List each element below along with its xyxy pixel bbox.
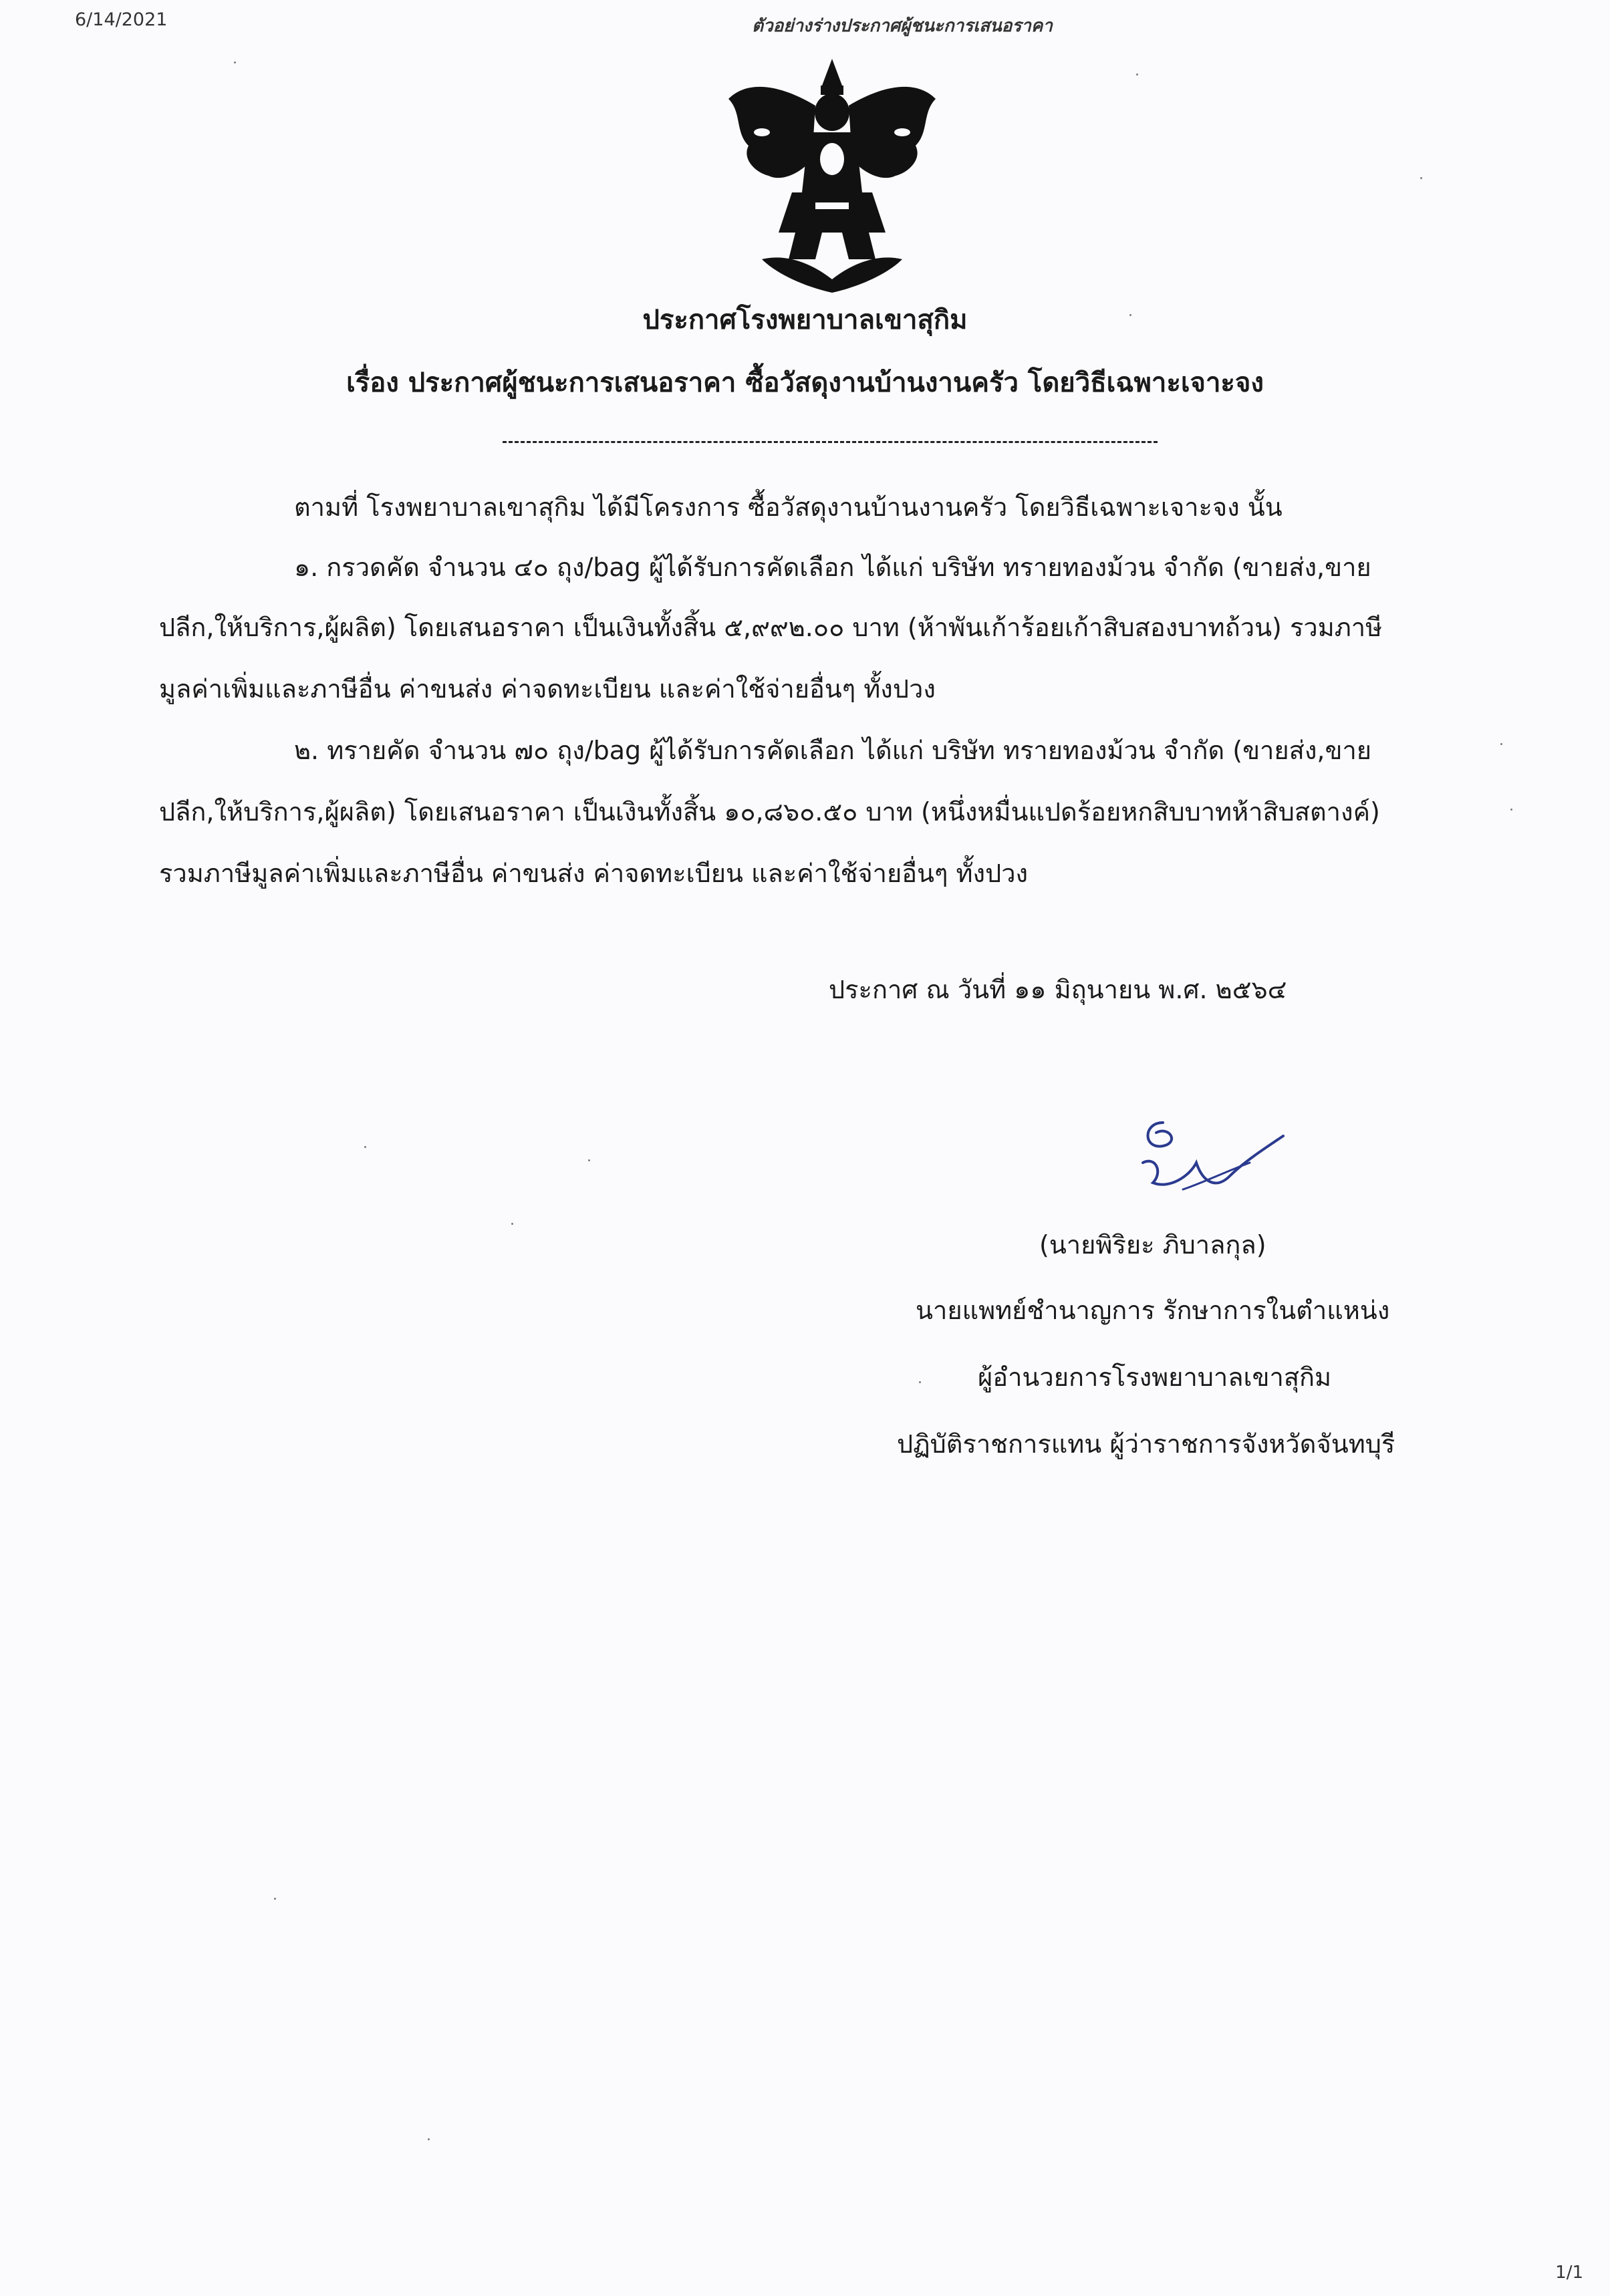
item2-line3: รวมภาษีมูลค่าเพิ่มและภาษีอื่น ค่าขนส่ง ค่าจดทะเบียน และค่าใช้จ่ายอื่นๆ ทั้งปวง <box>159 859 1029 888</box>
print-header-title: ตัวอย่างร่างประกาศผู้ชนะการเสนอราคา <box>752 16 1053 36</box>
scan-speck <box>1136 74 1138 76</box>
item1-line1: ๑. กรวดคัด จำนวน ๔๐ ถุง/bag ผู้ได้รับการคัดเลือก ได้แก่ บริษัท ทรายทองม้วน จำกัด (ขายส่ง,ขาย <box>294 553 1371 582</box>
document-subject: เรื่อง ประกาศผู้ชนะการเสนอราคา ซื้อวัสดุงานบ้านงานครัว โดยวิธีเฉพาะเจาะจง <box>346 368 1264 398</box>
signer-position-3: ปฏิบัติราชการแทน ผู้ว่าราชการจังหวัดจันทบุรี <box>897 1429 1395 1459</box>
scan-speck <box>1500 743 1502 745</box>
scan-speck <box>234 61 236 63</box>
scan-speck <box>919 1381 921 1383</box>
scan-speck <box>588 1159 590 1161</box>
signer-name: (นายพิริยะ ภิบาลกุล) <box>1039 1230 1266 1260</box>
signer-position-1: นายแพทย์ชำนาญการ รักษาการในตำแหน่ง <box>916 1296 1390 1325</box>
intro-paragraph: ตามที่ โรงพยาบาลเขาสุกิม ได้มีโครงการ ซื้อวัสดุงานบ้านงานครัว โดยวิธีเฉพาะเจาะจง นั้น <box>294 492 1283 522</box>
scan-speck <box>364 1146 366 1148</box>
item2-line2: ปลีก,ให้บริการ,ผู้ผลิต) โดยเสนอราคา เป็นเงินทั้งสิ้น ๑๐,๘๖๐.๕๐ บาท (หนึ่งหมื่นแปดร้อยหกสิบบาทห้าสิบสตางค์) <box>159 797 1380 827</box>
scan-speck <box>1129 314 1131 316</box>
print-date: 6/14/2021 <box>75 9 168 30</box>
scan-speck <box>1420 177 1422 179</box>
document-title: ประกาศโรงพยาบาลเขาสุกิม <box>642 305 968 335</box>
scan-speck <box>274 1898 276 1900</box>
item1-line2: ปลีก,ให้บริการ,ผู้ผลิต) โดยเสนอราคา เป็นเงินทั้งสิ้น ๕,๙๙๒.๐๐ บาท (ห้าพันเก้าร้อยเก้าสิบสองบาทถ้วน) รวมภาษี <box>159 613 1383 642</box>
signer-position-2: ผู้อำนวยการโรงพยาบาลเขาสุกิม <box>978 1362 1332 1392</box>
item2-line1: ๒. ทรายคัด จำนวน ๗๐ ถุง/bag ผู้ได้รับการคัดเลือก ได้แก่ บริษัท ทรายทองม้วน จำกัด (ขายส่ง,ขาย <box>294 736 1372 765</box>
title-divider <box>503 441 1158 443</box>
item1-line3: มูลค่าเพิ่มและภาษีอื่น ค่าขนส่ง ค่าจดทะเบียน และค่าใช้จ่ายอื่นๆ ทั้งปวง <box>159 674 936 704</box>
scan-speck <box>428 2138 430 2140</box>
announce-date: ประกาศ ณ วันที่ ๑๑ มิถุนายน พ.ศ. ๒๕๖๔ <box>829 975 1287 1004</box>
garuda-emblem-icon <box>722 59 942 299</box>
page-number: 1/1 <box>1555 2263 1583 2283</box>
scan-speck <box>1510 809 1512 811</box>
scan-speck <box>511 1223 513 1225</box>
handwritten-signature-icon <box>1116 1109 1290 1209</box>
